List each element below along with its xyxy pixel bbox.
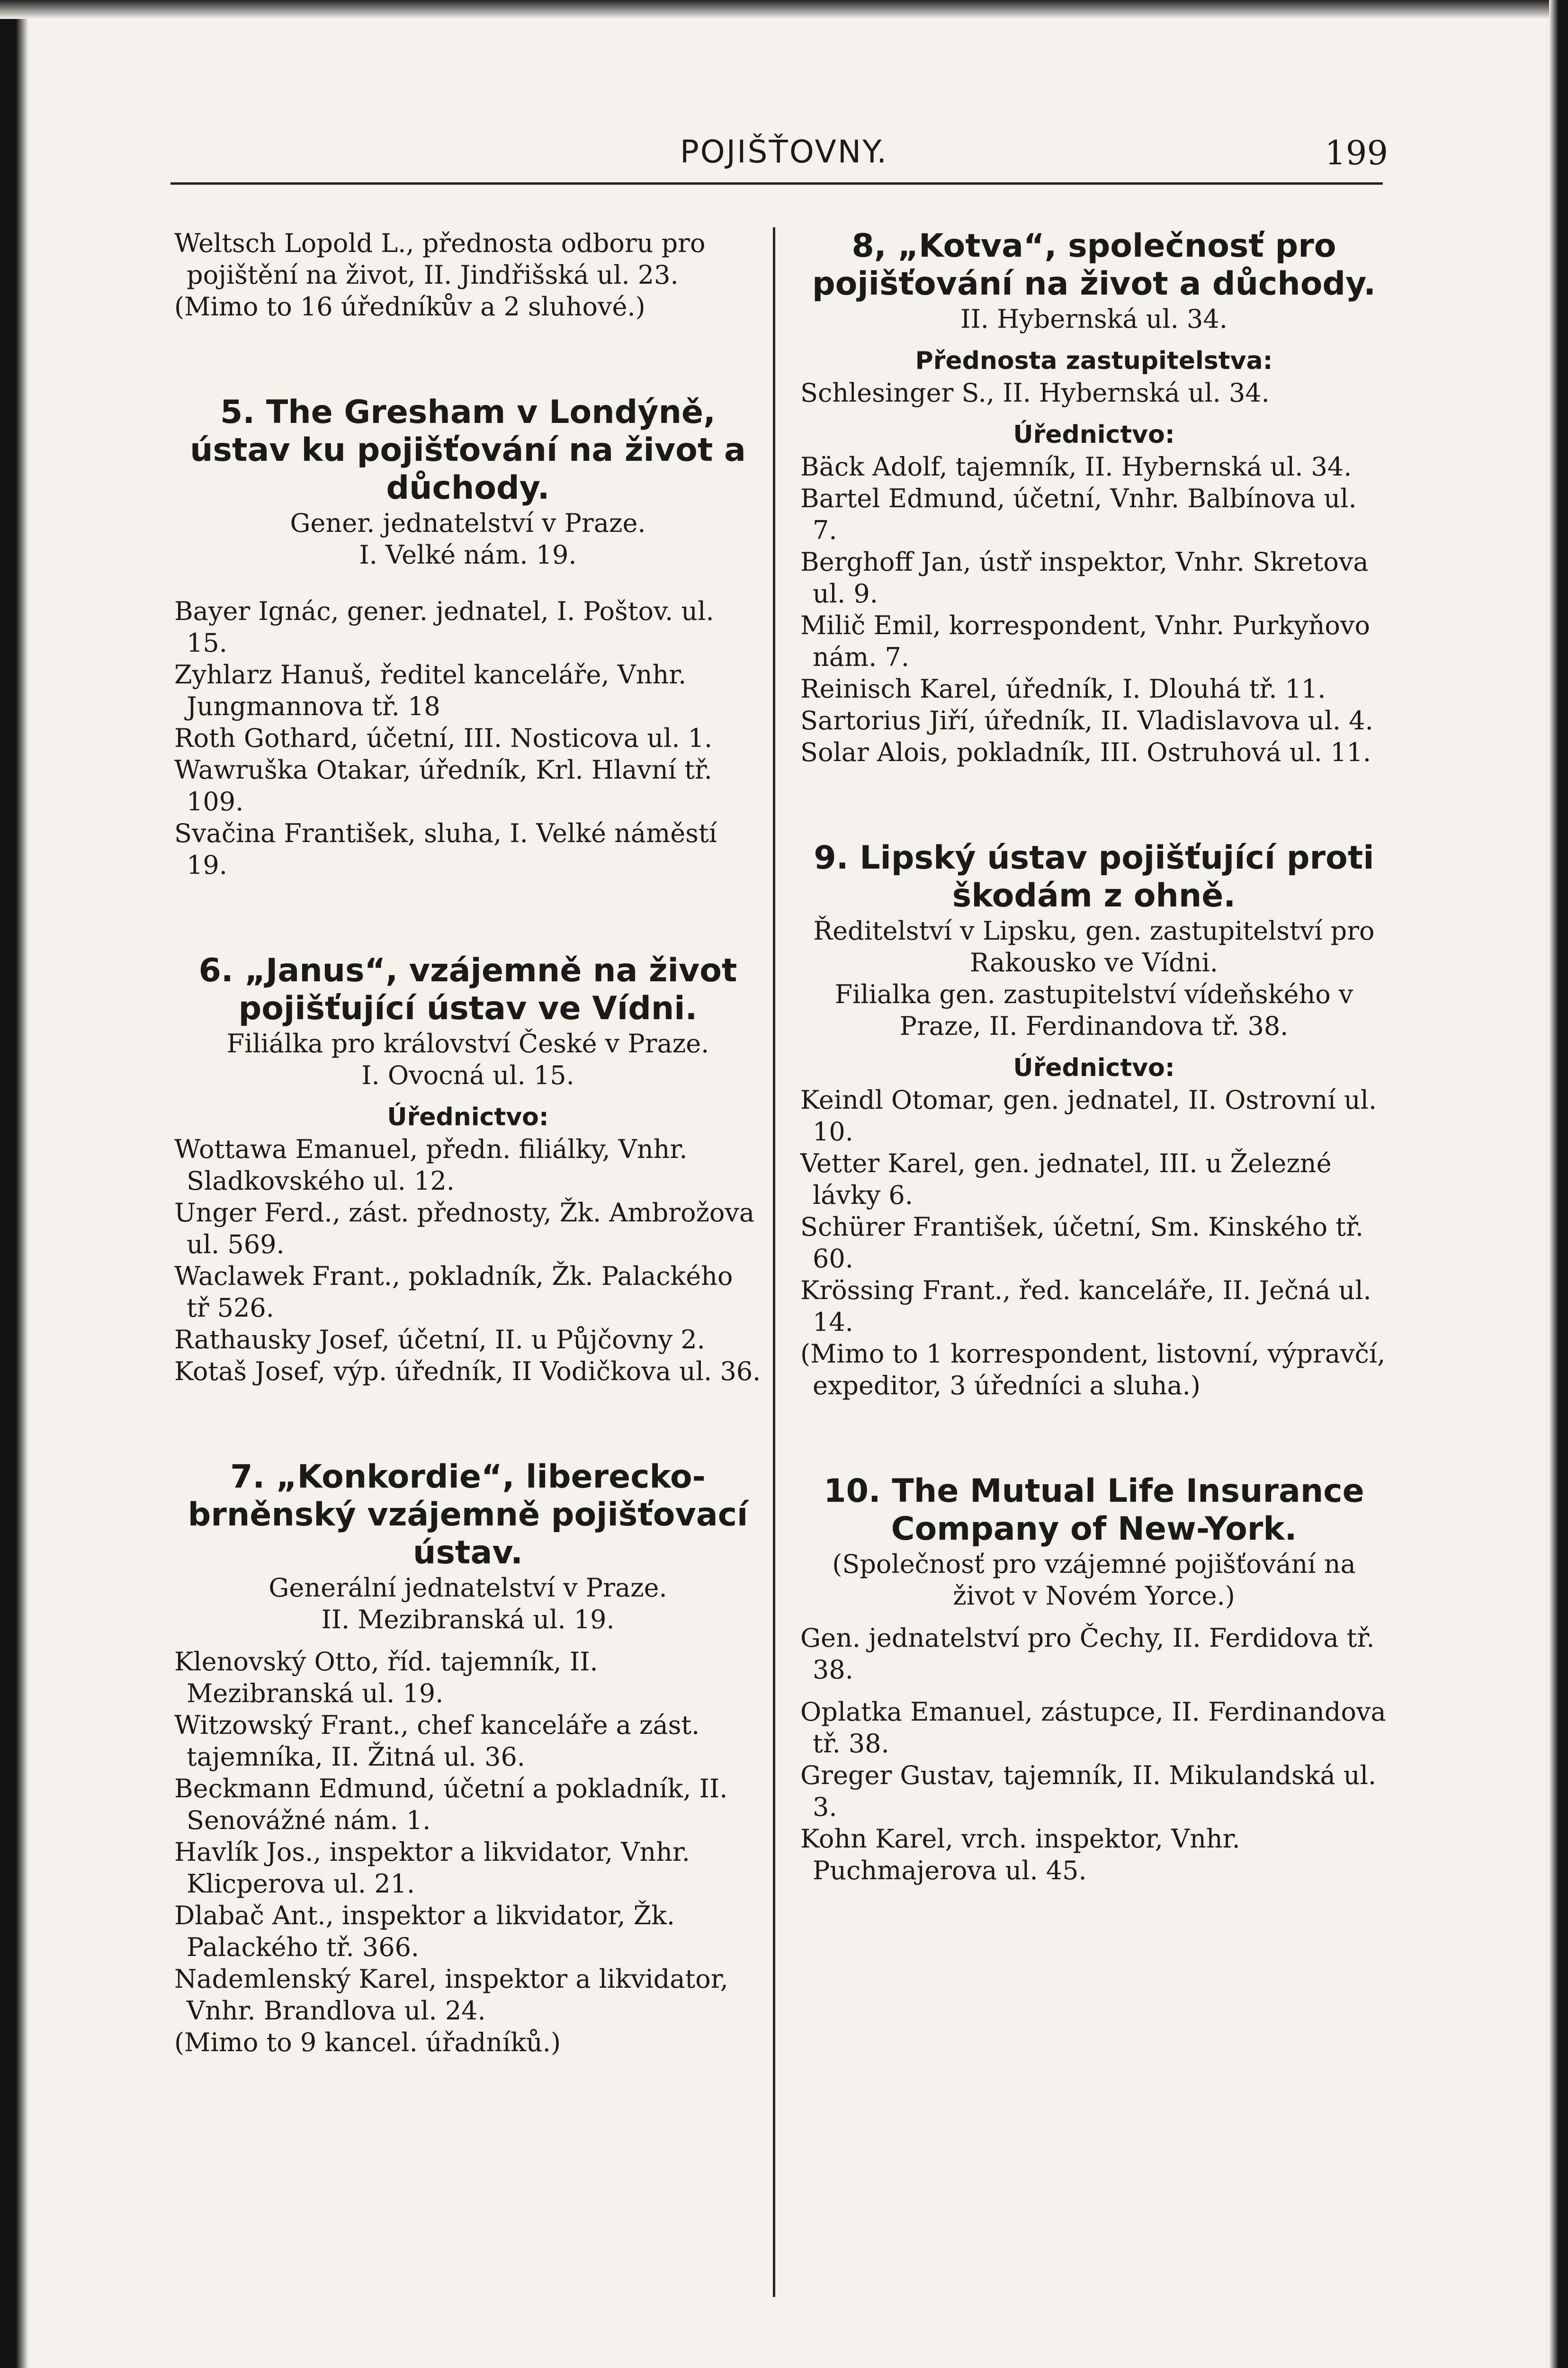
list-item: Schlesinger S., II. Hybernská ul. 34. xyxy=(800,378,1270,408)
scan-border-right xyxy=(1549,0,1568,2368)
section-subtitle: Generální jednatelství v Praze. xyxy=(269,1573,667,1603)
section-title-10: 10. The Mutual Life Insurance Company of New-York. xyxy=(824,1472,1364,1548)
list-item: Svačina František, sluha, I. Velké náměstí 19. xyxy=(174,818,717,880)
list-item: Zyhlarz Hanuš, ředitel kanceláře, Vnhr. Jungmannova tř. 18 xyxy=(174,660,687,721)
scan-border-top xyxy=(0,0,1568,19)
list-item: Reinisch Karel, úředník, I. Dlouhá tř. 11. xyxy=(800,674,1326,704)
section-address: II. Mezibranská ul. 19. xyxy=(321,1605,615,1634)
section-address: Filialka gen. zastupitelství vídeňského v Praze, II. Ferdinandova tř. 38. xyxy=(834,979,1353,1041)
list-item: Keindl Otomar, gen. jednatel, II. Ostrovní ul. 10. xyxy=(800,1085,1377,1147)
list-item: (Mimo to 16 úředníkův a 2 sluhové.) xyxy=(174,292,645,322)
section-address: I. Velké nám. 19. xyxy=(359,540,577,570)
column-divider xyxy=(773,227,775,2297)
list-item: Beckmann Edmund, účetní a pokladník, II. Senovážné nám. 1. xyxy=(174,1774,728,1835)
list-item: Sartorius Jiří, úředník, II. Vladislavova ul. 4. xyxy=(800,706,1373,736)
list-item: Bäck Adolf, tajemník, II. Hybernská ul. 34. xyxy=(800,452,1352,482)
list-item: Kohn Karel, vrch. inspektor, Vnhr. Puchmajerova ul. 45. xyxy=(800,1824,1240,1885)
list-item: Weltsch Lopold L., přednosta odboru pro pojištění na život, II. Jindřišská ul. 23. xyxy=(174,228,706,290)
list-item: Oplatka Emanuel, zástupce, II. Ferdinandova tř. 38. xyxy=(800,1697,1386,1758)
section-subtitle: Gener. jednatelství v Praze. xyxy=(290,508,646,538)
section-subtitle: (Společnosť pro vzájemné pojišťování na život v Novém Yorce.) xyxy=(832,1549,1356,1611)
list-item: Witzowský Frant., chef kanceláře a zást. tajemníka, II. Žitná ul. 36. xyxy=(174,1710,700,1772)
head-caption: Přednosta zastupitelstva: xyxy=(915,347,1273,375)
list-item: Gen. jednatelství pro Čechy, II. Ferdidova tř. 38. xyxy=(800,1623,1375,1685)
section-subtitle: Ředitelství v Lipsku, gen. zastupitelství pro Rakousko ve Vídni. xyxy=(813,916,1375,978)
staff-caption: Úřednictvo: xyxy=(387,1103,549,1131)
left-column xyxy=(174,227,762,2058)
staff-caption: Úřednictvo: xyxy=(1013,1054,1175,1082)
list-item: (Mimo to 9 kancel. úřadníků.) xyxy=(174,2027,561,2057)
list-item: Vetter Karel, gen. jednatel, III. u Železné lávky 6. xyxy=(800,1148,1332,1210)
section-title-7: 7. „Konkordie“, liberecko-brněnský vzájemně pojišťovací ústav. xyxy=(188,1458,748,1571)
section-subtitle: Filiálka pro království České v Praze. xyxy=(226,1029,709,1058)
list-item: Klenovský Otto, říd. tajemník, II. Mezibranská ul. 19. xyxy=(174,1647,598,1708)
list-item: Wawruška Otakar, úředník, Krl. Hlavní tř. 109. xyxy=(174,755,712,816)
section-title-5: 5. The Gresham v Londýně, ústav ku pojišťování na život a důchody. xyxy=(190,394,746,507)
list-item: Krössing Frant., řed. kanceláře, II. Ječná ul. 14. xyxy=(800,1275,1371,1337)
section-title-9: 9. Lipský ústav pojišťující proti škodám z ohně. xyxy=(814,839,1374,915)
section-address: II. Hybernská ul. 34. xyxy=(960,304,1228,334)
list-item: Waclawek Frant., pokladník, Žk. Palackého tř 526. xyxy=(174,1261,733,1323)
list-item: Havlík Jos., inspektor a likvidator, Vnhr. Klicperova ul. 21. xyxy=(174,1837,690,1899)
running-head: POJIŠŤOVNY. xyxy=(680,134,888,170)
header-rule xyxy=(170,182,1383,185)
page-number: 199 xyxy=(1325,134,1388,172)
right-column xyxy=(800,227,1388,1886)
list-item: Greger Gustav, tajemník, II. Mikulandská ul. 3. xyxy=(800,1760,1377,1822)
list-item: Wottawa Emanuel, předn. filiálky, Vnhr. Sladkovského ul. 12. xyxy=(174,1134,688,1196)
list-item: Bartel Edmund, účetní, Vnhr. Balbínova ul. 7. xyxy=(800,484,1357,545)
list-item: Rathausky Josef, účetní, II. u Půjčovny 2. xyxy=(174,1325,705,1354)
scan-border-left xyxy=(0,0,28,2368)
list-item: Kotaš Josef, výp. úředník, II Vodičkova ul. 36. xyxy=(174,1356,761,1386)
list-item: (Mimo to 1 korrespondent, listovní, výpravčí, expeditor, 3 úředníci a sluha.) xyxy=(800,1339,1386,1400)
list-item: Bayer Ignác, gener. jednatel, I. Poštov. ul. 15. xyxy=(174,596,714,658)
list-item: Roth Gothard, účetní, III. Nosticova ul. 1. xyxy=(174,723,713,753)
section-address: I. Ovocná ul. 15. xyxy=(361,1060,574,1090)
list-item: Solar Alois, pokladník, III. Ostruhová ul. 11. xyxy=(800,737,1371,767)
section-title-8: 8, „Kotva“, společnosť pro pojišťování na život a důchody. xyxy=(812,227,1376,303)
list-item: Schürer František, účetní, Sm. Kinského tř. 60. xyxy=(800,1212,1364,1274)
list-item: Berghoff Jan, ústř inspektor, Vnhr. Skretova ul. 9. xyxy=(800,547,1369,609)
list-item: Nademlenský Karel, inspektor a likvidator, Vnhr. Brandlova ul. 24. xyxy=(174,1964,728,2026)
list-item: Dlabač Ant., inspektor a likvidator, Žk. Palackého tř. 366. xyxy=(174,1901,675,1962)
staff-caption: Úřednictvo: xyxy=(1013,421,1175,449)
list-item: Milič Emil, korrespondent, Vnhr. Purkyňovo nám. 7. xyxy=(800,610,1370,672)
list-item: Unger Ferd., zást. přednosty, Žk. Ambrožova ul. 569. xyxy=(174,1198,755,1259)
section-title-6: 6. „Janus“, vzájemně na život pojišťující ústav ve Vídni. xyxy=(198,952,737,1027)
